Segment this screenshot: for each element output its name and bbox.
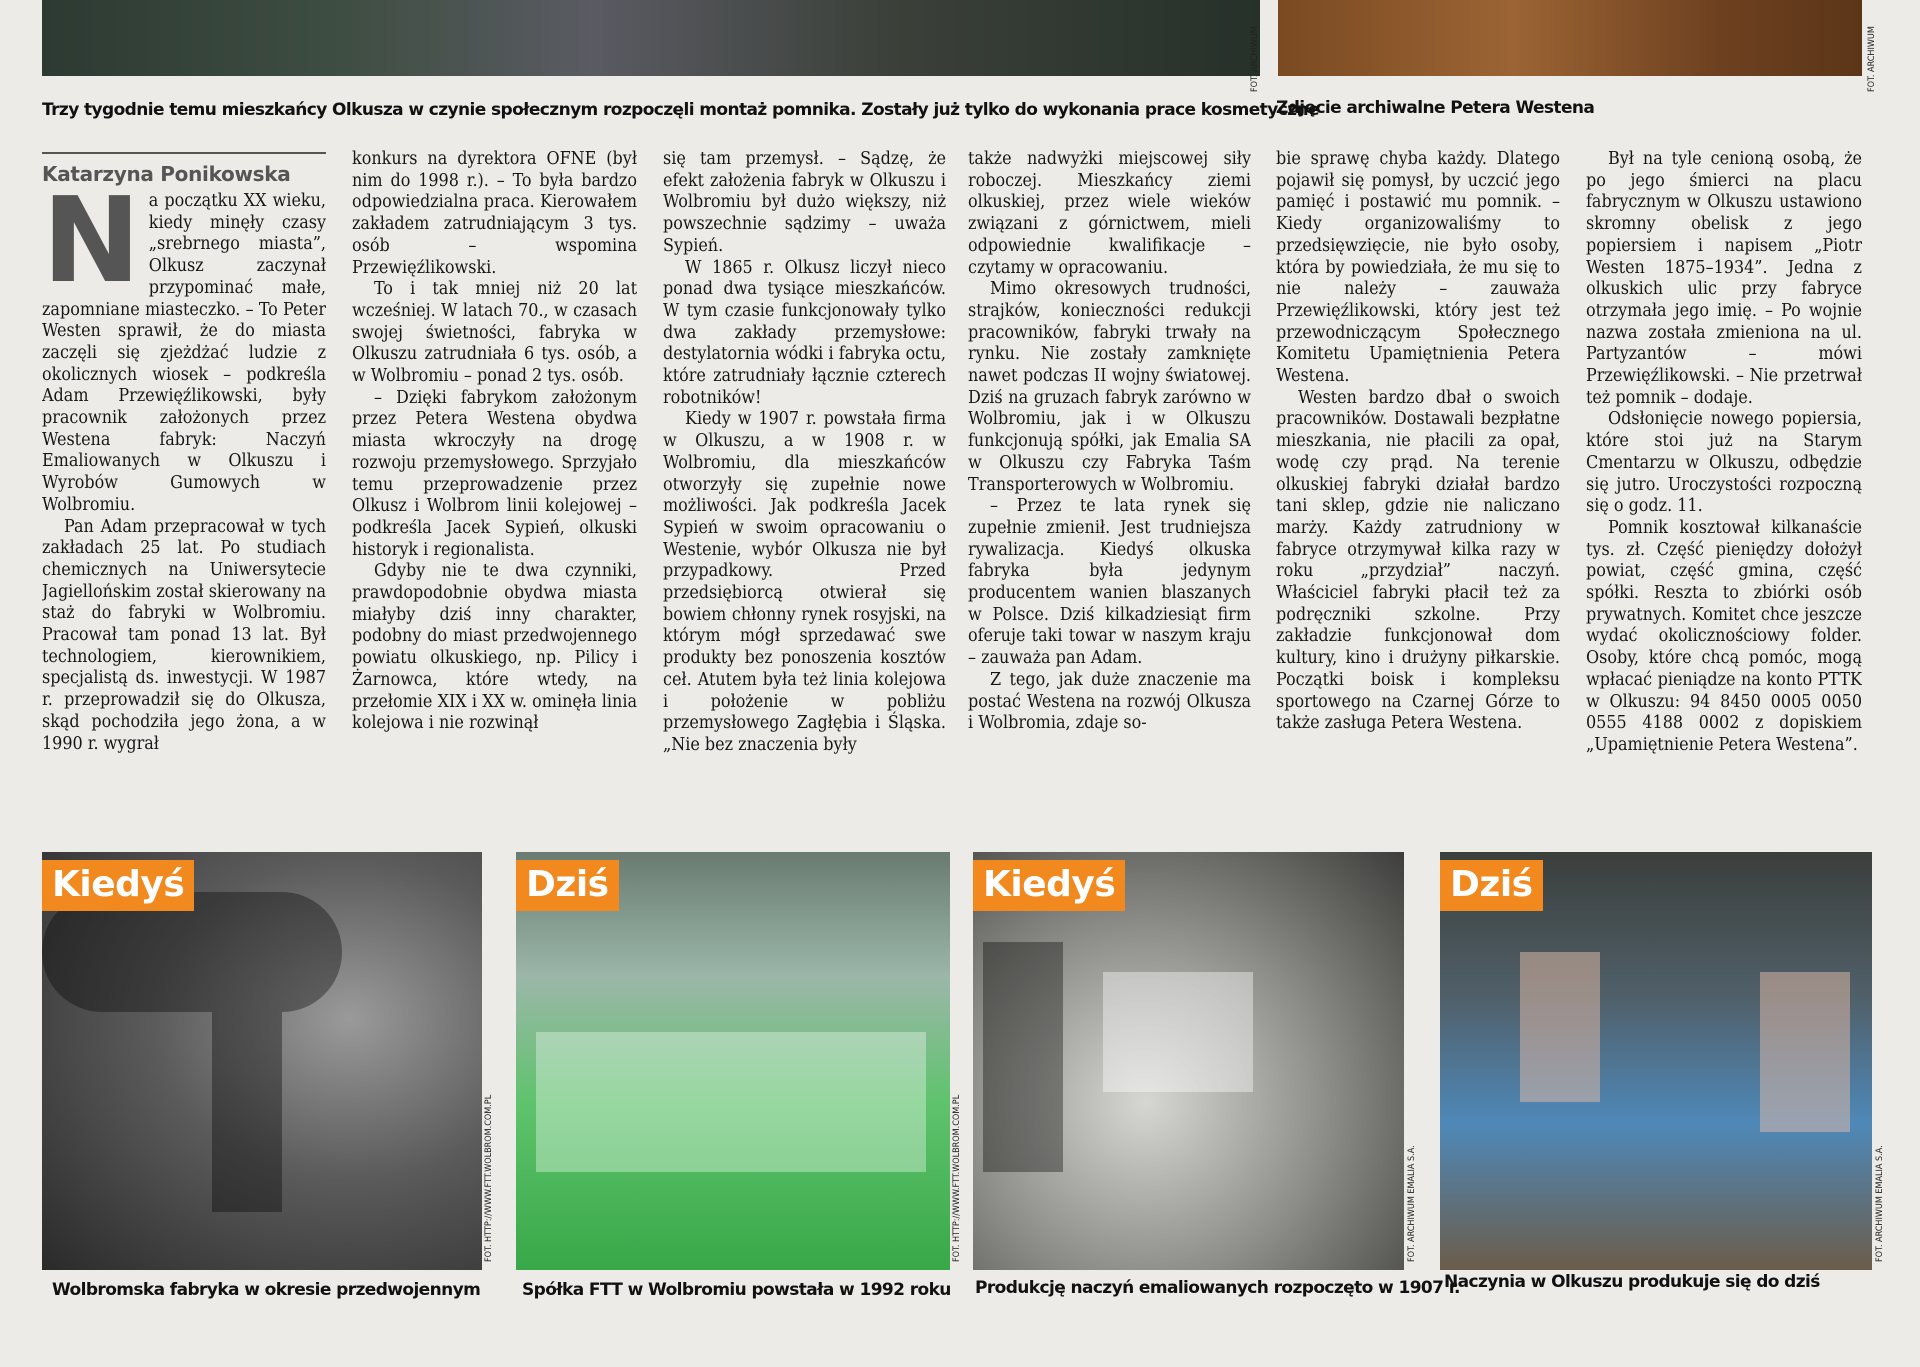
top-caption-right: Zdjęcie archiwalne Petera Westena [1276,98,1595,118]
article-column-3 [663,148,946,830]
photo-enamel-today [1440,852,1872,1270]
paragraph: Gdyby nie te dwa czynniki, prawdopodobnie obydwa miasta miałyby dziś inny charakter, podobny do miast przedwojennego powiatu olkuskiego, np. Pilicy i Żarnowca, które wtedy, na przełomie XIX i XX w. ominęła linia kolejowa i nie rozwinął [352,560,637,734]
drop-cap: N [42,190,141,309]
paragraph: Pomnik kosztował kilkanaście tys. zł. Część pieniędzy dołożył powiat, część gmina, część spółki. Reszta to zbiórki osób prywatnych. Komitet chce jeszcze wydać okolicznościowy folder. Osoby, które chcą pomóc, mogą wpłacać pieniądze na konto PTTK w Olkuszu: 94 8450 0005 0050 0555 4188 0002 z dopiskiem „Upamiętnienie Petera Westena”. [1586,516,1862,755]
paragraph: Westen bardzo dbał o swoich pracowników. Dostawali bezpłatne mieszkania, nie płacili za opał, wodę czy prąd. Na terenie olkuskiej fabryki działał bardzo tani sklep, gdzie nie naliczano marży. Każdy zatrudniony w fabryce otrzymywał kilka razy w roku „przydział” naczyń. Właściciel fabryki płacił też za podręczniki szkolne. Przy zakładzie funkcjonował dom kultury, kino i drużyny piłkarskie. Początki boisk i kompleksu sportowego na Czarnej Górze to także zasługa Petera Westena. [1276,386,1560,734]
top-caption-left: Trzy tygodnie temu mieszkańcy Olkusza w czynie społecznym rozpoczęli montaż pomnika. Zostały już tylko do wykonania prace kosmetyczne [42,100,1319,120]
photo-credit: FOT. ARCHIWUM [1867,26,1877,92]
paragraph: W 1865 r. Olkusz liczył nieco ponad dwa tysiące mieszkańców. W tym czasie funkcjonowały tylko dwa zakłady przemysłowe: destylatornia wódki i fabryka octu, które zatrudniały łącznie czterech robotników! [663,256,946,408]
paragraph: Mimo okresowych trudności, strajków, konieczności redukcji pracowników, fabryki trwały na rynku. Nie zostały zamknięte nawet podczas II wojny światowej. Dziś na gruzach fabryk zarówno w Wolbromiu, jak i w Olkuszu funkcjonują spółki, jak Emalia SA w Olkuszu czy Fabryka Taśm Transporterowych w Wolbromiu. [968,278,1251,495]
article-column-5 [1276,148,1560,830]
article-column-2 [352,148,637,830]
paragraph: Z tego, jak duże znaczenie ma postać Westena na rozwój Olkusza i Wolbromia, zdaje so- [968,668,1251,734]
paragraph: także nadwyżki miejscowej siły roboczej. Mieszkańcy ziemi olkuskiej, przez wiele wieków związani z górnictwem, mieli odpowiednie kwalifikacje – czytamy w opracowaniu. [968,148,1251,278]
worker-silhouette [1760,972,1850,1132]
photo-credit: FOT. ARCHIWUM EMALIA S.A. [1875,1145,1885,1262]
paragraph: konkurs na dyrektora OFNE (był nim do 1998 r.). – To była bardzo odpowiedzialna praca. Kierowałem zakładem zatrudniającym 3 tys. osób – wspomina Przewięźlikowski. [352,148,637,278]
gallery-caption: Naczynia w Olkuszu produkuje się do dziś [1444,1272,1820,1292]
label-before: Kiedyś [973,860,1125,911]
paragraph: – Przez te lata rynek się zupełnie zmienił. Jest trudniejsza rywalizacja. Kiedyś olkuska fabryka była jedynym producentem wanien blaszanych w Polsce. Dziś kilkadziesiąt firm oferuje taki towar w naszym kraju – zauważa pan Adam. [968,495,1251,669]
paragraph: Odsłonięcie nowego popiersia, które stoi już na Starym Cmentarzu w Olkuszu, odbędzie się jutro. Uroczystości rozpoczną się o godz. 11. [1586,408,1862,517]
paragraph: bie sprawę chyba każdy. Dlatego pojawił się pomysł, by uczcić jego pamięć i postawić mu pomnik. – Kiedy organizowaliśmy to przedsięwzięcie, nie było osoby, która by powiedziała, że mu się to nie należy – zauważa Przewięźlikowski, który jest też przewodniczącym Społecznego Komitetu Upamiętnienia Petera Westena. [1276,148,1560,387]
top-photo-archival-westen [1278,0,1862,76]
label-now: Dziś [516,860,619,911]
paragraph: się tam przemysł. – Sądzę, że efekt założenia fabryk w Olkuszu i Wolbromiu był dużo większy, niż powszechnie sądzimy – uważa Sypień. [663,148,946,256]
article-column-1 [42,190,326,830]
byline-rule [42,152,326,154]
photo-credit: FOT. ARCHIWUM EMALIA S.A. [1407,1145,1417,1262]
photo-credit: FOT. HTTP://WWW.FTT.WOLBROM.COM.PL [952,1094,962,1262]
photo-enamel-production [973,852,1404,1270]
paragraph: – Dzięki fabrykom założonym przez Petera Westena obydwa miasta wkroczyły na drogę rozwoju przemysłowego. Sprzyjało temu przeprowadzenie przez Olkusz i Wolbrom linii kolejowej – podkreśla Jacek Sypień, olkuski historyk i regionalista. [352,386,637,560]
label-before: Kiedyś [42,860,194,911]
worker-silhouette [1520,952,1600,1102]
photo-prewar-factory [42,852,482,1270]
gallery-caption: Produkcję naczyń emaliowanych rozpoczęto w 1907 r. [975,1278,1460,1298]
photo-credit: FOT. HTTP://WWW.FTT.WOLBROM.COM.PL [484,1094,494,1262]
paragraph: Kiedy w 1907 r. powstała firma w Olkuszu, a w 1908 r. w Wolbromiu, dla mieszkańców otworzyły się zupełnie nowe możliwości. Jak podkreśla Jacek Sypień w swoim opracowaniu o Westenie, wybór Olkusza nie był przypadkowy. Przed przedsiębiorcą otwierał się bowiem chłonny rynek rosyjski, na którym mógł sprzedawać swe produkty bez ponoszenia kosztów ceł. Atutem była też linia kolejowa i położenie w pobliżu przemysłowego Zagłębia i Śląska. „Nie bez znaczenia były [663,408,946,755]
photo-ftt-hall [516,852,950,1270]
machine-silhouette [1103,972,1253,1092]
photo-credit: FOT. ARCHIWUM [1250,26,1260,92]
worker-silhouette [212,1012,282,1212]
author-byline: Katarzyna Ponikowska [42,162,291,186]
article-column-6 [1586,148,1862,830]
gallery-caption: Wolbromska fabryka w okresie przedwojennym [52,1280,481,1300]
article-column-4 [968,148,1251,830]
top-photo-monument-assembly [42,0,1260,76]
paragraph: Był na tyle cenioną osobą, że po jego śmierci na placu fabrycznym w Olkuszu ustawiono skromny obelisk z jego popiersiem i napisem „Piotr Westen 1875–1934”. Jedna z olkuskich ulic przy fabryce otrzymała jego imię. – Po wojnie nazwa została zmieniona na ul. Partyzantów – mówi Przewięźlikowski. – Nie przetrwał też pomnik – dodaje. [1586,148,1862,408]
label-now: Dziś [1440,860,1543,911]
worker-silhouette [983,942,1063,1172]
paragraph: a początku XX wieku, kiedy minęły czasy „srebrnego miasta”, Olkusz zaczynał przypominać małe, zapomniane miasteczko. – To Peter Westen sprawił, że do miasta zaczęli się zjeżdżać ludzie z okolicznych wiosek – podkreśla Adam Przewięźlikowski, były pracownik założonych przez Westena fabryk: Naczyń Emaliowanych w Olkuszu i Wyrobów Gumowych w Wolbromiu. [42,190,326,515]
paragraph: Pan Adam przepracował w tych zakładach 25 lat. Po studiach chemicznych na Uniwersytecie Jagiellońskim został skierowany na staż do fabryki w Wolbromiu. Pracował tam ponad 13 lat. Był technologiem, kierownikiem, specjalistą ds. inwestycji. W 1987 r. przeprowadził się do Olkusza, skąd pochodziła jego żona, a w 1990 r. wygrał [42,515,326,754]
machine-silhouette [536,1032,926,1172]
paragraph: To i tak mniej niż 20 lat wcześniej. W latach 70., w czasach swojej świetności, fabryka w Olkuszu zatrudniała 6 tys. osób, a w Wolbromiu – ponad 2 tys. osób. [352,278,637,387]
gallery-caption: Spółka FTT w Wolbromiu powstała w 1992 roku [522,1280,951,1300]
